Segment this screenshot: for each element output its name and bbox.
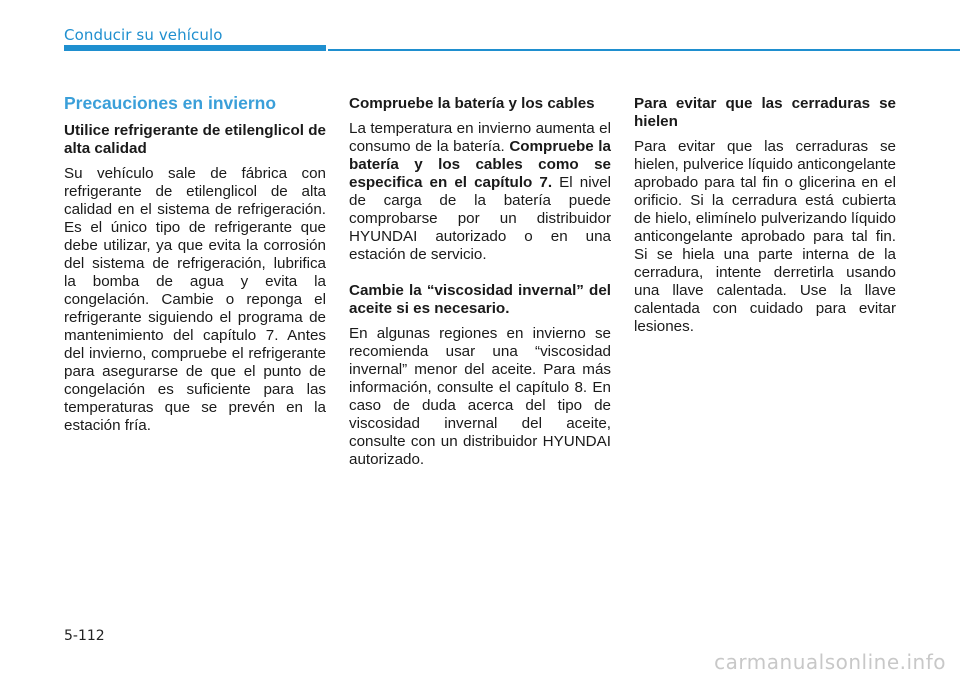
paragraph-coolant: Su vehículo sale de fábrica con refrigerante de etilenglicol de alta calidad en el sistema de refrigeración. Es el único tipo de refrigerante que debe utilizar, ya que evita la corrosión del sistema de refrigeración, lubrifica la bomba de agua y evita la congelación. Cambie o reponga el refrigerante siguiendo el programa de mantenimiento del capítulo 7. Antes del invierno, compruebe el refrigerante para asegurarse de que el punto de congelación es suficiente para las temperaturas que se prevén en la estación fría. — [64, 165, 326, 434]
column-2 — [349, 95, 611, 487]
header-rule-thick — [64, 45, 326, 51]
subheading-coolant: Utilice refrigerante de etilenglicol de alta calidad — [64, 122, 326, 157]
column-3 — [634, 95, 896, 354]
paragraph-battery — [349, 120, 611, 264]
header-rule-thin — [328, 49, 960, 51]
paragraph-battery-text-c: El nivel de carga de la batería puede comprobarse por un distribuidor HYUNDAI autorizado o en una estación de servicio. — [349, 174, 611, 263]
column-1 — [64, 93, 326, 453]
paragraph-battery-bold: Compruebe la batería y los cables como se especifica en el capítulo 7. — [349, 138, 611, 191]
section-title: Precauciones en invierno — [64, 93, 277, 113]
chapter-title: Conducir su vehículo — [64, 26, 223, 44]
page-number: 5-112 — [64, 628, 105, 644]
paragraph-oil: En algunas regiones en invierno se recomienda usar una “viscosidad invernal” menor del aceite. Para más información, consulte el capítulo 8. En caso de duda acerca del tipo de viscosidad invernal del aceite, consulte con un distribuidor HYUNDAI autorizado. — [349, 325, 611, 468]
subheading-locks: Para evitar que las cerraduras se hielen — [634, 95, 896, 130]
subheading-oil: Cambie la “viscosidad invernal” del aceite si es necesario. — [349, 282, 611, 317]
subheading-battery: Compruebe la batería y los cables — [349, 95, 595, 112]
watermark: carmanualsonline.info — [714, 650, 946, 674]
paragraph-locks: Para evitar que las cerraduras se hielen, pulverice líquido anticongelante aprobado para tal fin o glicerina en el orificio. Si la cerradura está cubierta de hielo, elimínelo pulverizando líquido anticongelante aprobado para tal fin. Si se hiela una parte interna de la cerradura, intente derretirla usando una llave calentada. Use la llave calentada con cuidado para evitar lesiones. — [634, 138, 896, 335]
paragraph-battery-text-a: La temperatura en invierno aumenta el consumo de la batería. — [349, 120, 611, 155]
